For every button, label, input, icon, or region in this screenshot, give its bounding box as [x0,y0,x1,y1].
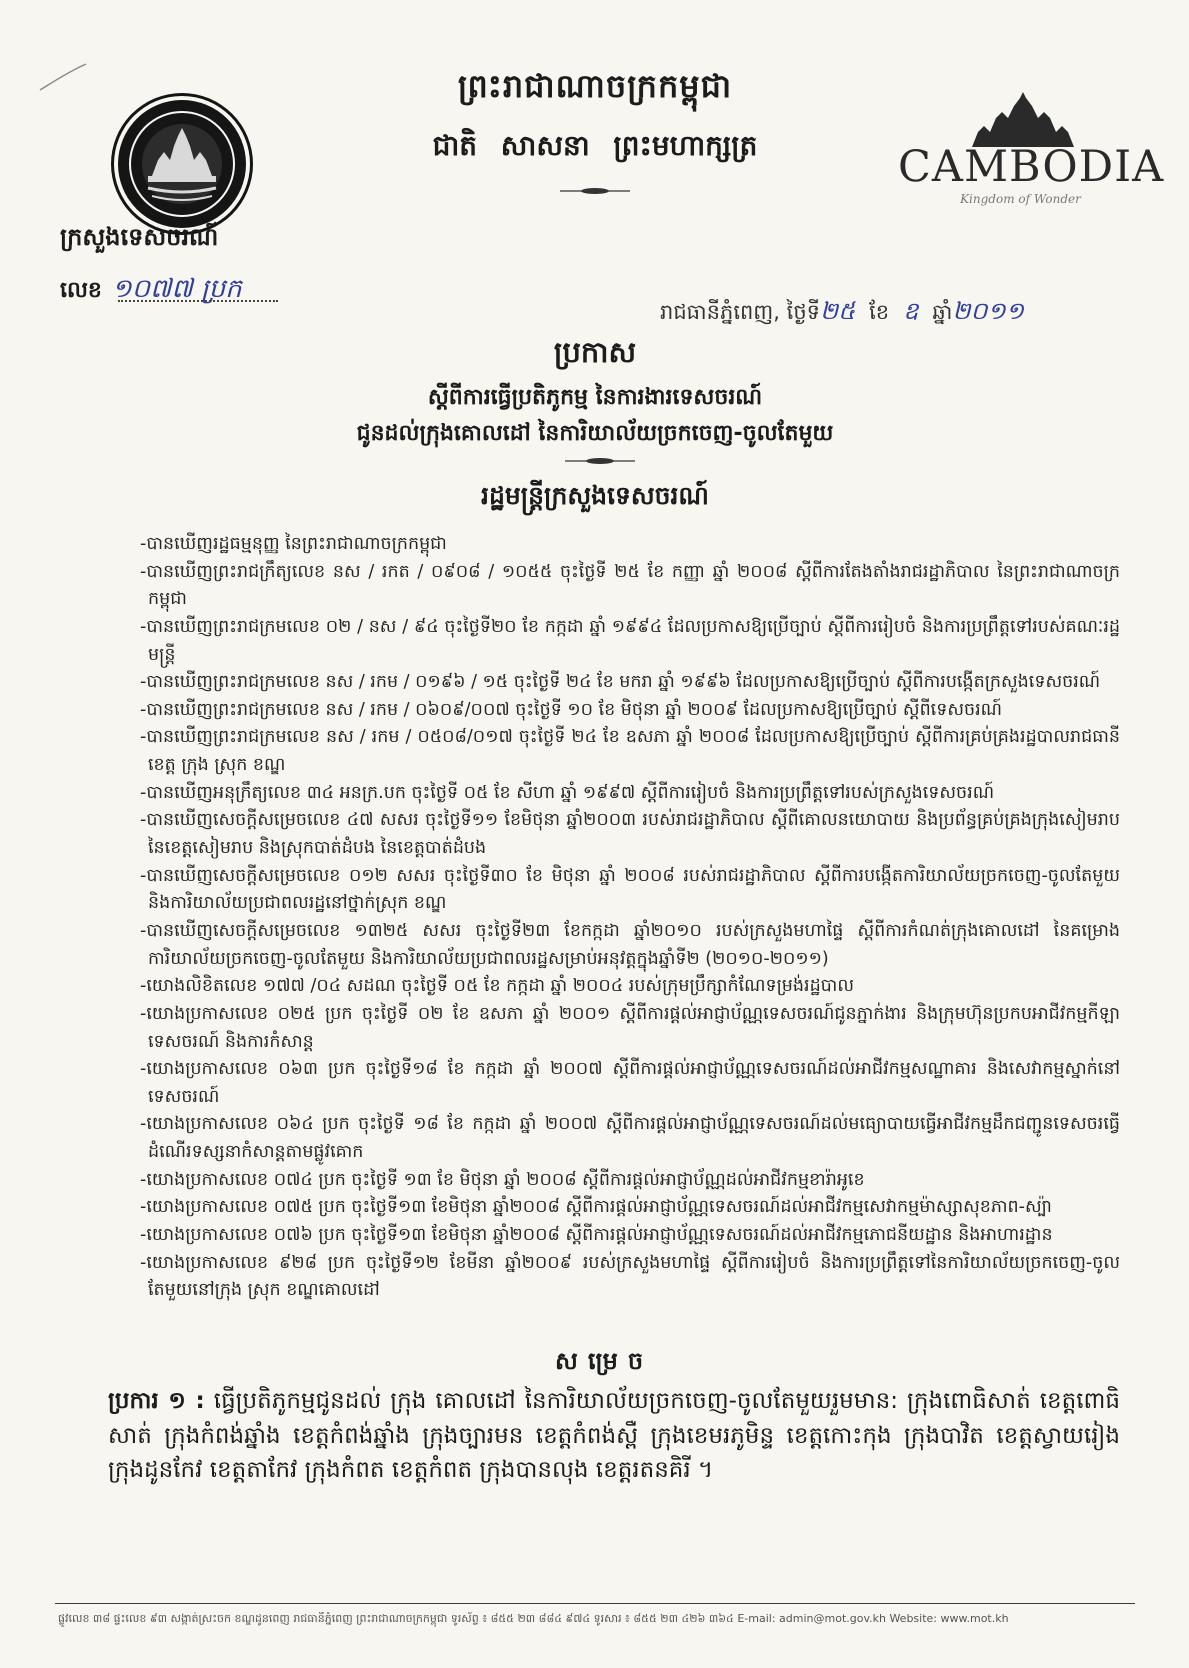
article-text: ធ្វើប្រតិភូកម្មជូនដល់ ក្រុង គោលដៅ នៃការិយាល័យច្រកចេញ-ចូលតែមួយរួមមាន: ក្រុងពោធិសាត់ ខេត្តពោធិសាត់ ក្រុងកំពង់ឆ្នាំង ខេត្តកំពង់ឆ្នាំង ក្រុងច្បារមន ខេត្តកំពង់ស្ពឺ ក្រុងខេមរភូមិន្ទ ខេត្តកោះកុង ក្រុងបាវិត ខេត្តស្វាយរៀង ក្រុងដូនកែវ ខេត្តតាកែវ ក្រុងកំពត ខេត្តកំពត ក្រុងបានលុង ខេត្តរតនគិរី ។ [108,1388,1120,1483]
reference-value: ១០៧៧ ប្រក [111,274,242,304]
list-item: -យោងប្រកាសលេខ ០៧៤ ប្រក ចុះថ្ងៃទី ១៣ ខែ មិថុនា ឆ្នាំ ២០០៨ ស្តីពីការផ្តល់អាជ្ញាប័ណ្ណដល់អាជីវកម្មខារ៉ាអូខេ [140,1169,865,1190]
list-item: -បានឃើញសេចក្តីសម្រេចលេខ ១៣២៥ សសរ ចុះថ្ងៃទី២៣ ខែកក្កដា ឆ្នាំ២០១០ របស់ក្រសួងមហាផ្ទៃ ស្តីពីការកំណត់ក្រុងគោលដៅ នៃគម្រោងការិយាល័យច្រកចេញ-ចូលតែមួយ និងការិយាល័យប្រជាពលរដ្ឋសម្រាប់អនុវត្តក្នុងឆ្នាំទី២ (២០១០-២០១១) [140,920,1120,969]
ornament-divider-icon [560,186,630,196]
minister-heading: រដ្ឋមន្ត្រីក្រសួងទេសចរណ៍ [481,481,709,510]
reference-number [60,272,242,310]
list-item: -បានឃើញព្រះរាជក្រមលេខ នស / រកម / ០៦០៩/០០៧ ចុះថ្ងៃទី ១០ ខែ មិថុនា ឆ្នាំ ២០០៩ ដែលប្រកាសឱ្យប្រើច្បាប់ ស្តីពីទេសចរណ៍ [140,699,1003,720]
reference-label: លេខ [60,278,102,303]
date-line [660,296,1150,331]
date-day: ២៥ [819,297,856,325]
date-month-label: ខែ [869,300,890,324]
ministry-of-tourism-seal-icon [118,100,246,228]
footer-contact: ផ្លូវលេខ ៣៨ ផ្ទះលេខ ៩៣ សង្កាត់ស្រះចក ខណ្ឌដូនពេញ រាជធានីភ្នំពេញ ព្រះរាជាណាចក្រកម្ពុជា ទូរស័ព្ទ ៖ ៨៥៥ ២៣ ៨៨៤ ៩៧៤ ទូរសារ ៖ ៨៥៥ ២៣ ៤២៦ ៣៦៤ E-mail: admin@mot.gov.kh Website: www.mot.kh [58,1612,1009,1625]
article-1 [108,1384,1120,1488]
list-item: -យោងប្រកាសលេខ ០៦៤ ប្រក ចុះថ្ងៃទី ១៨ ខែ កក្កដា ឆ្នាំ ២០០៧ ស្តីពីការផ្តល់អាជ្ញាប័ណ្ណទេសចរណ៍ដល់មធ្យោបាយធ្វើអាជីវកម្មដឹកជញ្ជូនទេសចរធ្វើដំណើរទស្សនាកំសាន្តតាមផ្លូវគោក [140,1114,1120,1163]
date-year-label: ឆ្នាំ [932,300,953,324]
list-item: -យោងប្រកាសលេខ ០៦៣ ប្រក ចុះថ្ងៃទី១៨ ខែ កក្កដា ឆ្នាំ ២០០៧ ស្តីពីការផ្តល់អាជ្ញាប័ណ្ណទេសចរណ៍ដល់អាជីវកម្មសណ្ឋាគារ និងសេវាកម្មស្នាក់នៅទេសចរណ៍ [140,1059,1120,1107]
reference-dotted-line [118,300,278,302]
date-prefix: រាជធានីភ្នំពេញ, ថ្ងៃទី [660,300,820,324]
ministry-seal-logo [118,100,246,228]
list-item: -បានឃើញព្រះរាជក្រមលេខ នស / រកម / ០១៩៦ / ១៥ ចុះថ្ងៃទី ២៤ ខែ មករា ឆ្នាំ ១៩៩៦ ដែលប្រកាសឱ្យប្រើច្បាប់ ស្តីពីការបង្កើតក្រសួងទេសចរណ៍ [140,672,1101,693]
reference-list [140,531,1120,1305]
list-item: -បានឃើញព្រះរាជក្រមលេខ ០២ / នស / ៩៤ ចុះថ្ងៃទី២០ ខែ កក្កដា ឆ្នាំ ១៩៩៤ ដែលប្រកាសឱ្យប្រើច្បាប់ ស្តីពីការរៀបចំ និងការប្រព្រឹត្តទៅរបស់គណៈរដ្ឋមន្ត្រី [140,616,1120,665]
document-title: ប្រកាស [553,335,637,369]
cambodia-brand-logo [898,92,1165,212]
list-item: -បានឃើញរដ្ឋធម្មនុញ្ញ នៃព្រះរាជាណាចក្រកម្ពុជា [140,534,447,554]
list-item: -យោងលិខិតលេខ ១៧៧ /០៤ សដណ ចុះថ្ងៃទី ០៥ ខែ កក្កដា ឆ្នាំ ២០០៤ របស់ក្រុមប្រឹក្សាកំណែទម្រង់រដ្ឋបាល [140,976,855,997]
pen-stroke-mark [38,62,88,92]
list-item: -បានឃើញសេចក្តីសម្រេចលេខ ៤៧ សសរ ចុះថ្ងៃទី១១ ខែមិថុនា ឆ្នាំ២០០៣ របស់រាជរដ្ឋាភិបាល ស្តីពីគោលនយោបាយ និងប្រព័ន្ធគ្រប់គ្រងក្រុងសៀមរាប នៃខេត្តសៀមរាប និងស្រុកបាត់ដំបង នៃខេត្តបាត់ដំបង [140,810,1120,859]
document-subtitle-1: ស្តីពីការធ្វើប្រតិភូកម្ម នៃការងារទេសចរណ៍ [427,385,763,410]
article-label: ប្រការ ១ : [108,1388,205,1414]
kingdom-heading: ព្រះរាជាណាចក្រកម្ពុជា [457,67,733,105]
list-item: -យោងប្រកាសលេខ ០៧៦ ប្រក ចុះថ្ងៃទី១៣ ខែមិថុនា ឆ្នាំ២០០៨ ស្តីពីការផ្តល់អាជ្ញាប័ណ្ណទេសចរណ៍ដល់អាជីវកម្មភោជនីយដ្ឋាន និងអាហារដ្ឋាន [140,1225,1053,1246]
decision-heading: សម្រេច [555,1347,654,1375]
list-item: -បានឃើញអនុក្រឹត្យលេខ ៣៤ អនក្រ.បក ចុះថ្ងៃទី ០៥ ខែ សីហា ឆ្នាំ ១៩៩៧ ស្តីពីការរៀបចំ និងការប្រព្រឹត្តទៅរបស់ក្រសួងទេសចរណ៍ [140,782,995,803]
list-item: -យោងប្រកាសលេខ ០៧៥ ប្រក ចុះថ្ងៃទី១៣ ខែមិថុនា ឆ្នាំ២០០៨ ស្តីពីការផ្តល់អាជ្ញាប័ណ្ណទេសចរណ៍ដល់អាជីវកម្មសេវាកម្មម៉ាស្សាសុខភាព-ស្ប៉ា [140,1197,1053,1218]
document-subtitle-2: ជូនដល់ក្រុងគោលដៅ នៃការិយាល័យច្រកចេញ-ចូលតែមួយ [356,421,834,446]
cambodia-tagline: Kingdom of Wonder [960,192,1081,206]
footer-divider [55,1603,1135,1604]
list-item: -យោងប្រកាសលេខ ០២៥ ប្រក ចុះថ្ងៃទី ០២ ខែ ឧសភា ឆ្នាំ ២០០១ ស្តីពីការផ្តល់អាជ្ញាប័ណ្ណទេសចរណ៍ជូនភ្នាក់ងារ និងក្រុមហ៊ុនប្រកបអាជីវកម្មកីឡាទេសចរណ៍ និងការកំសាន្ត [140,1003,1120,1052]
list-item: -បានឃើញព្រះរាជក្រឹត្យលេខ នស / រកត / ០៩០៨ / ១០៥៥ ចុះថ្ងៃទី ២៥ ខែ កញ្ញា ឆ្នាំ ២០០៨ ស្តីពីការតែងតាំងរាជរដ្ឋាភិបាល នៃព្រះរាជាណាចក្រកម្ពុជា [140,561,1120,610]
list-item: -យោងប្រកាសលេខ ៩២៨ ប្រក ចុះថ្ងៃទី១២ ខែមីនា ឆ្នាំ២០០៩ របស់ក្រសួងមហាផ្ទៃ ស្តីពីការរៀបចំ និងការប្រព្រឹត្តទៅនៃការិយាល័យច្រកចេញ-ចូលតែមួយនៅក្រុង ស្រុក ខណ្ឌគោលដៅ [140,1252,1120,1301]
date-month: ឧ [903,297,919,325]
title-divider-icon [565,456,635,466]
list-item: -បានឃើញសេចក្តីសម្រេចលេខ ០១២ សសរ ចុះថ្ងៃទី៣០ ខែ មិថុនា ឆ្នាំ ២០០៨ របស់រាជរដ្ឋាភិបាល ស្តីពីការបង្កើតការិយាល័យច្រកចេញ-ចូលតែមួយ និងការិយាល័យប្រជាពលរដ្ឋនៅថ្នាក់ស្រុក ខណ្ឌ [140,865,1120,914]
list-item: -បានឃើញព្រះរាជក្រមលេខ នស / រកម / ០៥០៨/០១៧ ចុះថ្ងៃទី ២៤ ខែ ឧសភា ឆ្នាំ ២០០៨ ដែលប្រកាសឱ្យប្រើច្បាប់ ស្តីពីការគ្រប់គ្រងរដ្ឋបាលរាជធានី ខេត្ត ក្រុង ស្រុក ខណ្ឌ [140,727,1120,776]
angkor-temple-icon [968,92,1078,147]
date-year: ២០១១ [952,297,1024,325]
ministry-name: ក្រសួងទេសចរណ៍ [60,223,219,251]
national-motto: ជាតិ សាសនា ព្រះមហាក្សត្រ [432,129,758,162]
cambodia-wordmark: CAMBODIA [898,142,1165,192]
